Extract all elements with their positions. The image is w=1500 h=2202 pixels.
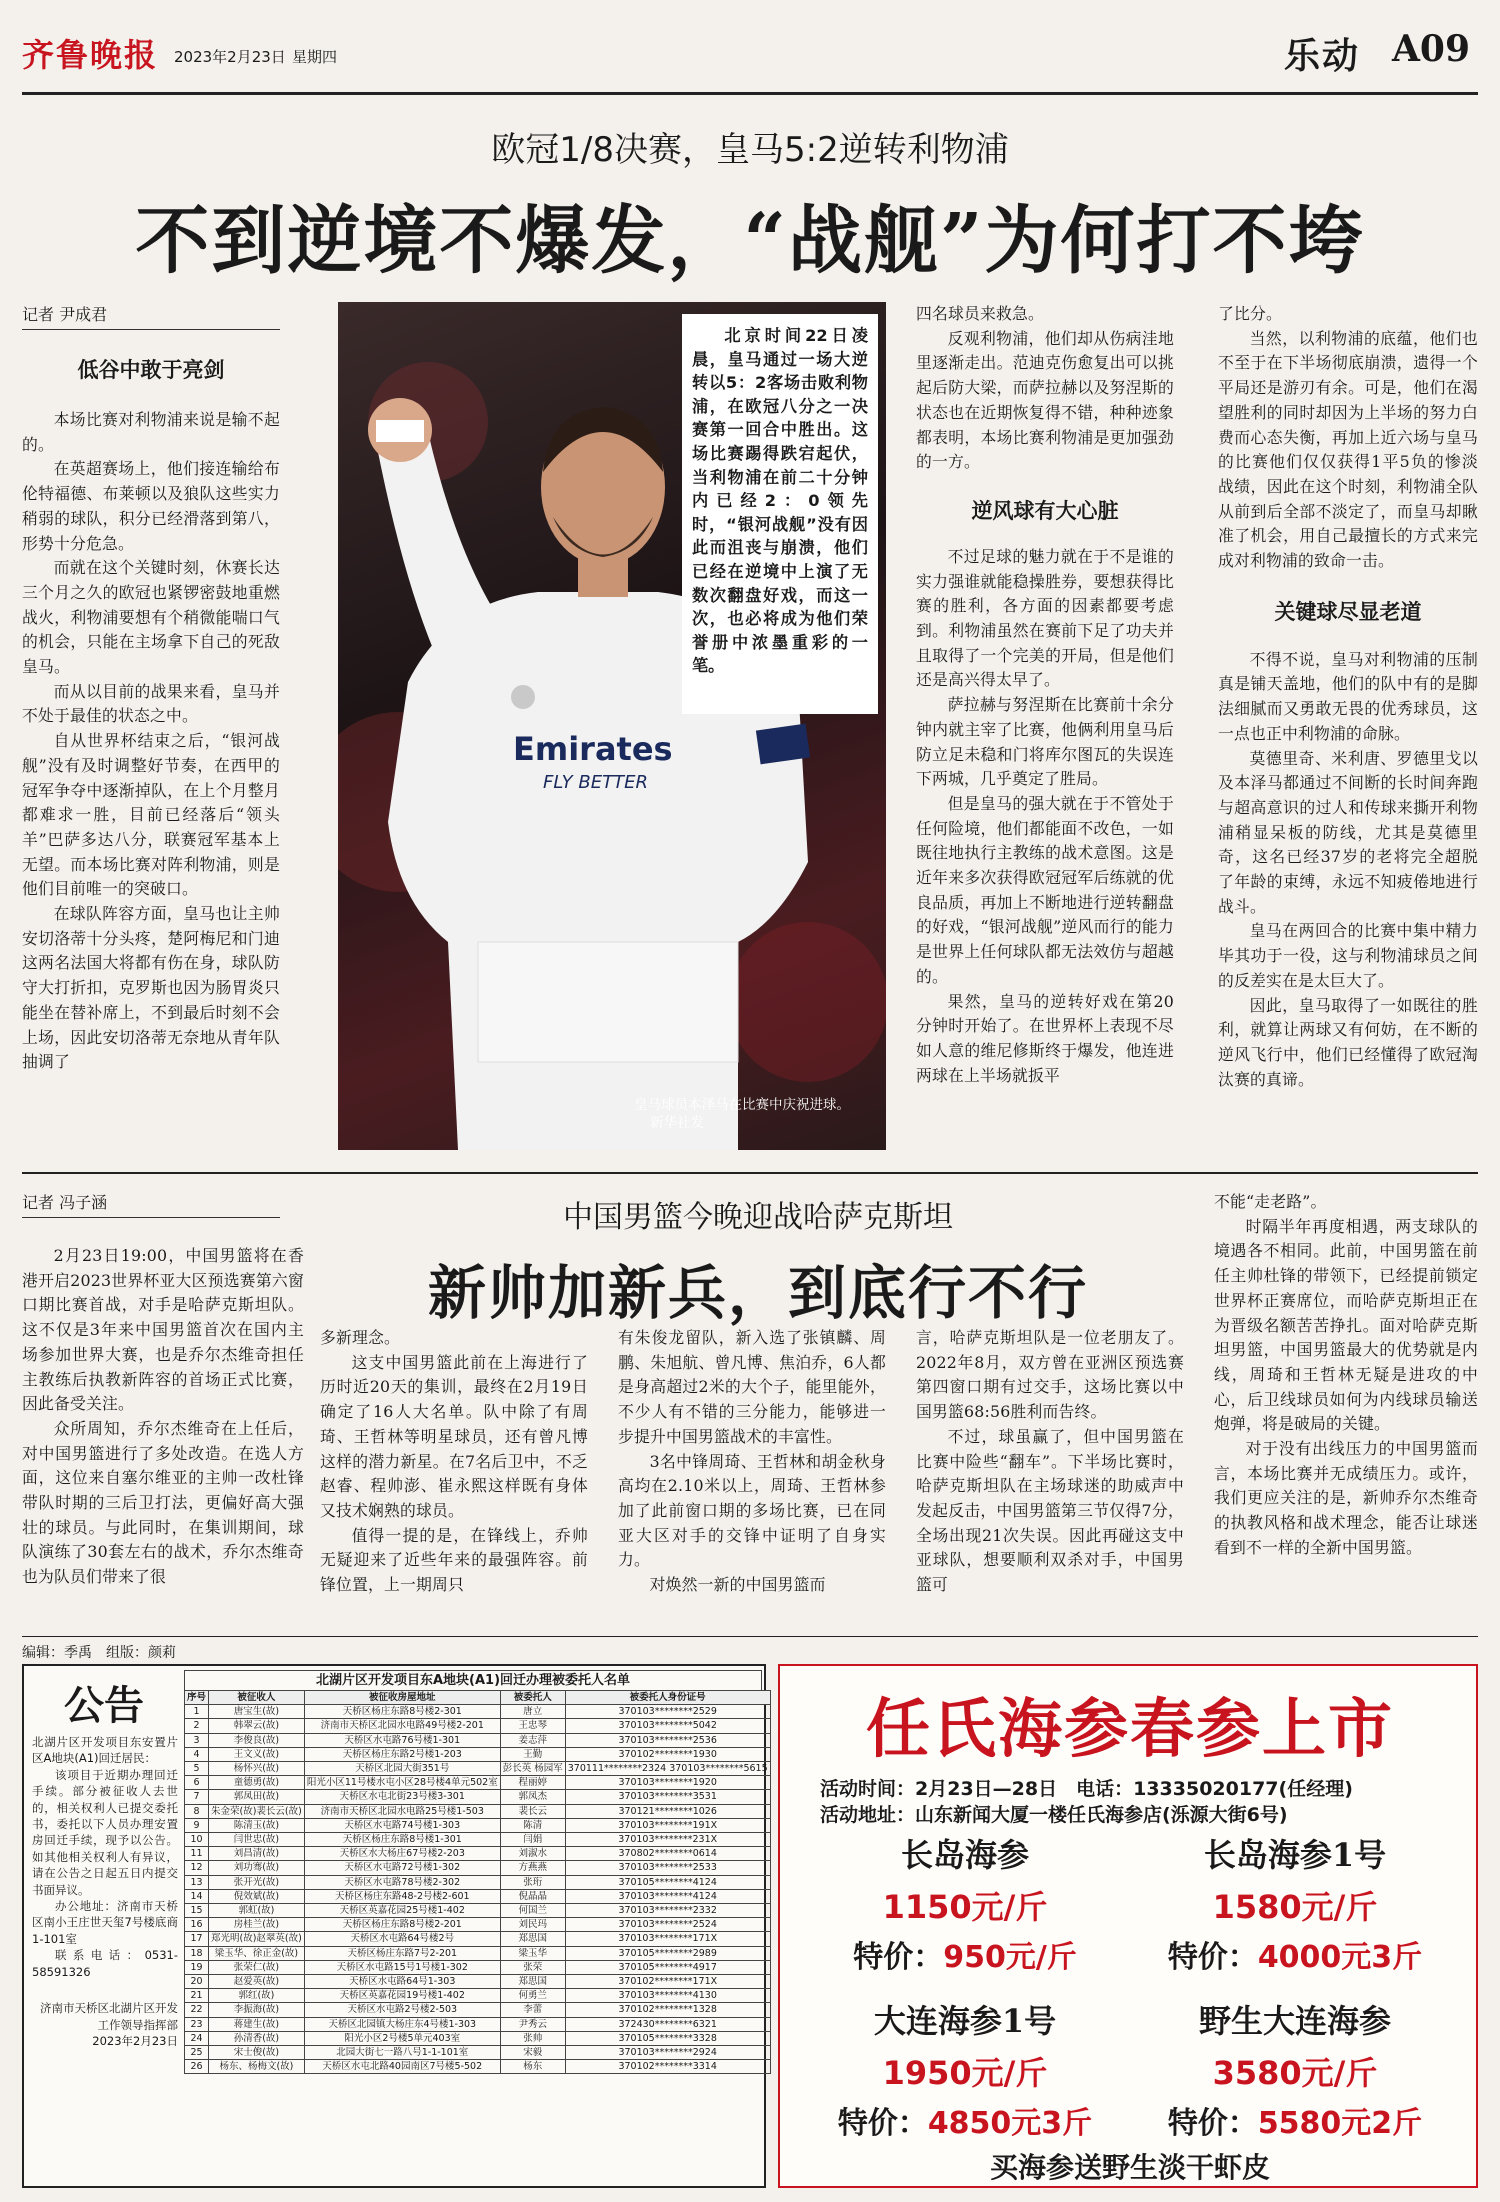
table-cell: 370103********2529 (565, 1705, 770, 1719)
paper-name: 齐鲁晚报 (22, 36, 159, 74)
table-cell: 济南市天桥区北园水电路25号楼1-503 (304, 1804, 500, 1818)
table-row (185, 1747, 771, 1761)
paragraph: 因此，皇马取得了一如既往的胜利，就算让两球又有何妨，在不断的逆风飞行中，他们已经懂得了欧冠淘汰赛的真谛。 (1218, 995, 1478, 1089)
issue-date: 2023年2月23日 (174, 48, 286, 66)
table-cell: 天桥区水屯路64号楼2号 (304, 1932, 500, 1946)
ad-place-line: 活动地址：山东新闻大厦一楼任氏海参店(泺源大街6号) (820, 1804, 1288, 1826)
table-cell: 刘民玛 (500, 1918, 565, 1932)
story2-column-4 (916, 1326, 1184, 1598)
product-price: 1150元/斤 (882, 1888, 1048, 1926)
table-cell: 19 (185, 1960, 209, 1974)
table-row (185, 1932, 771, 1946)
table-cell: 宋毅 (500, 2046, 565, 2060)
table-cell: 天桥区北园镇大杨庄东4号楼1-303 (304, 2017, 500, 2031)
table-cell: 370103********171X (565, 1932, 770, 1946)
story2-column-1 (22, 1190, 304, 1590)
story1-column-3 (916, 302, 1174, 1088)
table-cell: 天桥区水屯路78号楼2-302 (304, 1875, 500, 1889)
jersey-sponsor: Emirates (513, 730, 673, 768)
table-cell: 370102********171X (565, 1975, 770, 1989)
table-cell: 370102********3314 (565, 2060, 770, 2074)
table-cell: 孙清香(故) (209, 2031, 305, 2045)
table-cell: 郭凤田(故) (209, 1790, 305, 1804)
table-cell: 方燕燕 (500, 1861, 565, 1875)
editor-rule (22, 1636, 1478, 1637)
product-price: 1580元/斤 (1212, 1888, 1378, 1926)
column-header: 被征收房屋地址 (304, 1691, 500, 1705)
table-cell: 郑光明(故)赵翠英(故) (209, 1932, 305, 1946)
table-cell: 8 (185, 1804, 209, 1818)
table-cell: 天桥区杨庄东路8号楼2-301 (304, 1705, 500, 1719)
paragraph: 这支中国男篮此前在上海进行了历时近20天的集训，最终在2月19日确定了16人大名单。队中除了有周琦、王哲林等明星球员，还有曾凡博这样的潜力新星。在7名后卫中，不乏赵睿、程帅澎、崔永熙这样既有身体又技术娴熟的球员。 (320, 1352, 588, 1520)
table-row (185, 1904, 771, 1918)
table-cell: 天桥区水屯路2号楼2-503 (304, 2003, 500, 2017)
story2-byline: 记者 冯子涵 (22, 1190, 280, 1218)
table-cell: 张开光(故) (209, 1875, 305, 1889)
notice-title: 公告 (64, 1682, 144, 1729)
table-cell: 刘淑水 (500, 1847, 565, 1861)
table-cell: 李蕾 (500, 2003, 565, 2017)
masthead-rule (22, 92, 1478, 95)
table-cell: 16 (185, 1918, 209, 1932)
section-name: 乐动 (1284, 35, 1361, 77)
story1-column-1 (22, 302, 280, 1075)
special-label: 特价： (853, 1940, 944, 1975)
paragraph: 2月23日19:00，中国男篮将在香港开启2023世界杯亚大区预选赛第六窗口期比赛首战，对手是哈萨克斯坦队。这不仅是3年来中国男篮首次在国内主场参加世界大赛，也是乔尔杰维奇担任主教练后执教新阵容的首场正式比赛，因此备受关注。 (22, 1246, 304, 1414)
table-cell: 11 (185, 1847, 209, 1861)
table-cell: 25 (185, 2046, 209, 2060)
table-cell: 天桥区英嘉花园19号楼1-402 (304, 1989, 500, 2003)
ad-title: 任氏海参春参上市 (866, 1692, 1394, 1767)
table-cell: 杨东、杨梅文(故) (209, 2060, 305, 2074)
table-cell: 程丽婷 (500, 1776, 565, 1790)
paragraph: 不得不说，皇马对利物浦的压制真是铺天盖地，他们的队中有的是脚法细腻而又勇敢无畏的优秀球员，这一点也正中利物浦的命脉。 (1218, 649, 1478, 743)
table-cell: 郭虹(故) (209, 1904, 305, 1918)
table-cell: 郭凤杰 (500, 1790, 565, 1804)
paragraph: 对于没有出线压力的中国男篮而言，本场比赛并无成绩压力。或许，我们更应关注的是，新帅乔尔杰维奇的执教风格和战术理念，能否让球迷看到不一样的全新中国男篮。 (1214, 1439, 1478, 1557)
table-row (185, 1833, 771, 1847)
story1-byline: 记者 尹成君 (22, 302, 280, 330)
table-row (185, 1733, 771, 1747)
table-cell: 天桥区杨庄东路48-2号楼2-601 (304, 1889, 500, 1903)
ad-product-4 (1130, 1996, 1460, 2146)
table-cell: 370103********2536 (565, 1733, 770, 1747)
table-cell: 370121********1026 (565, 1804, 770, 1818)
table-cell: 21 (185, 1989, 209, 2003)
paragraph: 3名中锋周琦、王哲林和胡金秋身高均在2.10米以上，周琦、王哲林参加了此前窗口期的多场比赛，已在同亚大区对手的交锋中证明了自身实力。 (618, 1451, 886, 1570)
table-cell: 何勇兰 (500, 1989, 565, 2003)
table-cell: 王忠琴 (500, 1719, 565, 1733)
table-cell: 370103********4130 (565, 1989, 770, 2003)
table-cell: 张珩 (500, 1875, 565, 1889)
table-cell: 370111********2324 370103********5615 (565, 1762, 770, 1776)
table-cell: 赵爱英(故) (209, 1975, 305, 1989)
paragraph: 在英超赛场上，他们接连输给布伦特福德、布莱顿以及狼队这些实力稍弱的球队，积分已经滑落到第八，形势十分危急。 (22, 459, 280, 553)
special-price: 4000元3斤 (1257, 1940, 1423, 1975)
table-cell: 韩翠云(故) (209, 1719, 305, 1733)
paragraph: 了比分。 (1218, 304, 1282, 323)
product-special-row (1130, 2098, 1460, 2142)
notice-date: 2023年2月23日 (92, 2033, 178, 2048)
table-cell: 梁玉华、徐正金(故) (209, 1946, 305, 1960)
table-cell: 唐立 (500, 1705, 565, 1719)
paragraph: 皇马在两回合的比赛中集中精力毕其功于一役，这与利物浦球员之间的反差实在是太巨大了。 (1218, 921, 1478, 990)
table-cell: 尹秀云 (500, 2017, 565, 2031)
special-label: 特价： (837, 2106, 928, 2141)
table-cell: 郑思国 (500, 1932, 565, 1946)
ad-product-2 (1130, 1830, 1460, 1980)
notice-table-wrap (184, 1670, 768, 2074)
table-cell: 天桥区水屯路64号1-303 (304, 1975, 500, 1989)
masthead (22, 24, 1478, 84)
table-cell: 1 (185, 1705, 209, 1719)
table-cell: 370103********2332 (565, 1904, 770, 1918)
table-cell: 天桥区水大杨庄67号楼2-203 (304, 1847, 500, 1861)
product-name: 长岛海参 (900, 1836, 1029, 1874)
table-cell: 北园大街七一路八号1-1-101室 (304, 2046, 500, 2060)
table-cell: 闫娟 (500, 1833, 565, 1847)
table-cell: 李振海(故) (209, 2003, 305, 2017)
table-row (185, 1790, 771, 1804)
table-cell: 15 (185, 1904, 209, 1918)
ad-footer: 买海参送野生淡干虾皮 (989, 2151, 1270, 2184)
ad-product-1 (800, 1830, 1130, 1980)
paragraph: 四名球员来救急。 (916, 304, 1044, 323)
table-cell: 天桥区水屯路72号楼1-302 (304, 1861, 500, 1875)
table-cell: 370103********2924 (565, 2046, 770, 2060)
table-cell: 370102********1930 (565, 1747, 770, 1761)
table-row (185, 2031, 771, 2045)
story1-column-4 (1218, 302, 1478, 1092)
notice-signer: 济南市天桥区北湖片区开发工作领导指挥部 (40, 2001, 178, 2032)
paragraph: 而从以目前的战果来看，皇马并不处于最佳的状态之中。 (22, 681, 280, 726)
table-cell: 何国兰 (500, 1904, 565, 1918)
table-cell: 6 (185, 1776, 209, 1790)
story2-column-5 (1214, 1190, 1478, 1561)
table-cell: 杨东 (500, 2060, 565, 2074)
product-special-row (800, 1932, 1130, 1976)
table-cell: 天桥区杨庄东路8号楼2-201 (304, 1918, 500, 1932)
paragraph: 果然，皇马的逆转好戏在第20分钟时开始了。在世界杯上表现不尽如人意的维尼修斯终于爆发，他连进两球在上半场就扳平 (916, 991, 1174, 1085)
ad-time-line: 活动时间：2月23日—28日 电话：13335020177(任经理) (820, 1778, 1353, 1800)
table-cell: 李俊良(故) (209, 1733, 305, 1747)
table-row (185, 1705, 771, 1719)
story2-kicker: 中国男篮今晚迎战哈萨克斯坦 (563, 1200, 953, 1235)
paragraph: 但是皇马的强大就在于不管处于任何险境，他们都能面不改色，一如既往地执行主教练的战术意图。这是近年来多次获得欧冠冠军后练就的优良品质，再加上不断地进行逆转翻盘的好戏，“银河战舰”逆风而行的能力是世界上任何球队都无法效仿与超越的。 (916, 793, 1174, 986)
table-row (185, 1918, 771, 1932)
table-cell: 370102********1328 (565, 2003, 770, 2017)
story1-kicker: 欧冠1/8决赛，皇马5:2逆转利物浦 (491, 130, 1009, 170)
notice-paragraph: 办公地址：济南市天桥区南小王庄世天玺7号楼底商1-101室 (32, 1899, 178, 1946)
paragraph: 反观利物浦，他们却从伤病洼地里逐渐走出。范迪克伤愈复出可以挑起后防大梁，而萨拉赫以及努涅斯的状态也在近期恢复得不错，种种迹象都表明，本场比赛利物浦是更加强劲的一方。 (916, 328, 1174, 472)
table-cell: 370105********4124 (565, 1875, 770, 1889)
paragraph: 时隔半年再度相遇，两支球队的境遇各不相同。此前，中国男篮在前任主帅杜锋的带领下，已经提前锁定世界杯正赛席位，而哈萨克斯坦正在为晋级名额苦苦挣扎。面对哈萨克斯坦男篮，中国男篮最大的优势就是内线，周琦和王哲林无疑是进攻的中心，后卫线球员如何为内线球员输送炮弹，将是破局的关键。 (1214, 1216, 1478, 1434)
table-cell: 天桥区水屯路76号楼1-301 (304, 1733, 500, 1747)
paragraph: 不能“走老路”。 (1214, 1192, 1327, 1211)
notice-paragraph: 北湖片区开发项目东安置片区A地块(A1)回迁居民： (32, 1735, 178, 1766)
table-cell: 370103********231X (565, 1833, 770, 1847)
notice-paragraph: 联系电话：0531-58591326 (32, 1948, 178, 1979)
table-cell: 王文义(故) (209, 1747, 305, 1761)
product-special-row (800, 2098, 1130, 2142)
table-cell: 天桥区水屯北街23号楼3-301 (304, 1790, 500, 1804)
table-cell: 郭红(故) (209, 1989, 305, 2003)
table-cell: 14 (185, 1889, 209, 1903)
table-cell: 朱金荣(故)裴长云(故) (209, 1804, 305, 1818)
table-cell: 5 (185, 1762, 209, 1776)
table-cell: 24 (185, 2031, 209, 2045)
table-cell: 12 (185, 1861, 209, 1875)
table-cell: 倪效斌(故) (209, 1889, 305, 1903)
photo-caption (634, 1096, 880, 1132)
table-cell: 天桥区水屯路74号楼1-303 (304, 1818, 500, 1832)
table-cell: 裴长云 (500, 1804, 565, 1818)
table-row (185, 2017, 771, 2031)
photo-credit: 新华社发 (650, 1115, 704, 1131)
story1-headline: 不到逆境不爆发，“战舰”为何打不垮 (135, 198, 1365, 284)
paragraph: 不过足球的魅力就在于不是谁的实力强谁就能稳操胜券，要想获得比赛的胜利，各方面的因素都要考虑到。利物浦虽然在赛前下足了功夫并且取得了一个完美的开局，但是他们还是高兴得太早了。 (916, 546, 1174, 690)
notice-body (32, 1734, 178, 2049)
table-cell: 陈清玉(故) (209, 1818, 305, 1832)
table-row (185, 2060, 771, 2074)
story1-subhead-3: 关键球尽显老道 (1274, 599, 1422, 624)
table-row (185, 1818, 771, 1832)
paragraph: 而就在这个关键时刻，休赛长达三个月之久的欧冠也紧锣密鼓地重燃战火，利物浦要想有个稍微能喘口气的机会，只能在主场拿下自己的死敌皇马。 (22, 558, 280, 677)
column-header: 被委托人身份证号 (565, 1691, 770, 1705)
product-special-row (1130, 1932, 1460, 1976)
story-divider (22, 1172, 1478, 1174)
table-row (185, 1804, 771, 1818)
notice-table-header-row (185, 1691, 771, 1705)
notice-table (184, 1690, 771, 2074)
table-cell: 18 (185, 1946, 209, 1960)
jersey-sponsor-sub: FLY BETTER (543, 772, 648, 793)
table-cell: 26 (185, 2060, 209, 2074)
paragraph: 多新理念。 (320, 1328, 400, 1347)
table-cell: 王勤 (500, 1747, 565, 1761)
product-price: 3580元/斤 (1212, 2054, 1378, 2092)
table-row (185, 1847, 771, 1861)
table-row (185, 1861, 771, 1875)
table-cell: 370103********3531 (565, 1790, 770, 1804)
notice-table-body (185, 1705, 771, 2074)
table-cell: 姜志萍 (500, 1733, 565, 1747)
notice-paragraph: 该项目于近期办理回迁手续。部分被征收人去世的，相关权利人已提交委托书，委托以下人员办理安置房回迁手续，现予以公告。如其他相关权利人有异议，请在公告之日起五日内提交书面异议。 (32, 1767, 178, 1897)
story1-subhead-2: 逆风球有大心脏 (971, 498, 1119, 523)
table-cell: 370103********4124 (565, 1889, 770, 1903)
table-row (185, 1960, 771, 1974)
table-cell: 23 (185, 2017, 209, 2031)
table-cell: 天桥区英嘉花园25号楼1-402 (304, 1904, 500, 1918)
product-name: 大连海参1号 (873, 2002, 1057, 2040)
editor-credits: 编辑：季禹 组版：颜莉 (22, 1645, 176, 1661)
table-cell: 370105********4917 (565, 1960, 770, 1974)
product-name: 野生大连海参 (1198, 2002, 1391, 2040)
story1-photo (338, 302, 886, 1150)
paragraph: 不过，球虽赢了，但中国男篮在比赛中险些“翻车”。下半场比赛时，哈萨克斯坦队在主场球迷的助威声中发起反击，中国男篮第三节仅得7分，全场出现21次失误。因此再碰这支中亚球队，想要顺利双杀对手，中国男篮可 (916, 1426, 1184, 1595)
paragraph: 自从世界杯结束之后，“银河战舰”没有及时调整好节奏，在西甲的冠军争夺中逐渐掉队，在上个月整月都难求一胜，目前已经落后“领头羊”巴萨多达八分，联赛冠军基本上无望。而本场比赛对阵利物浦，则是他们目前唯一的突破口。 (22, 731, 280, 899)
table-cell: 蒋建生(故) (209, 2017, 305, 2031)
story2-column-2 (320, 1326, 588, 1598)
notice-box (22, 1664, 766, 2188)
special-price: 5580元2斤 (1257, 2106, 1423, 2141)
advertisement (778, 1664, 1478, 2188)
table-cell: 3 (185, 1733, 209, 1747)
table-cell: 370103********2533 (565, 1861, 770, 1875)
story1-lede-box (682, 314, 878, 714)
table-row (185, 1975, 771, 1989)
table-cell: 房桂兰(故) (209, 1918, 305, 1932)
issue-weekday: 星期四 (292, 48, 338, 66)
table-cell: 闫世忠(故) (209, 1833, 305, 1847)
table-cell: 刘昌清(故) (209, 1847, 305, 1861)
special-label: 特价： (1167, 1940, 1258, 1975)
paragraph: 莫德里奇、米利唐、罗德里戈以及本泽马都通过不间断的长时间奔跑与超高意识的过人和传球来撕开利物浦稍显呆板的防线，尤其是莫德里奇，这名已经37岁的老将完全超脱了年龄的束缚，永远不知疲倦地进行战斗。 (1218, 748, 1478, 916)
table-row (185, 2003, 771, 2017)
table-cell: 13 (185, 1875, 209, 1889)
notice-table-title: 北湖片区开发项目东A地块(A1)回迁办理被委托人名单 (184, 1670, 762, 1690)
table-cell: 370103********1920 (565, 1776, 770, 1790)
table-cell: 阳光小区11号楼水屯小区28号楼4单元502室 (304, 1776, 500, 1790)
table-cell: 370103********5042 (565, 1719, 770, 1733)
table-row (185, 1875, 771, 1889)
paragraph: 有朱俊龙留队，新入选了张镇麟、周鹏、朱旭航、曾凡博、焦泊乔，6人都是身高超过2米的大个子，能里能外，不少人有不错的三分能力，能够进一步提升中国男篮战术的丰富性。 (618, 1328, 886, 1446)
table-cell: 倪晶晶 (500, 1889, 565, 1903)
table-cell: 张帅 (500, 2031, 565, 2045)
table-cell: 天桥区北园大街351号 (304, 1762, 500, 1776)
table-row (185, 1989, 771, 2003)
table-cell: 2 (185, 1719, 209, 1733)
table-row (185, 1946, 771, 1960)
table-row (185, 1762, 771, 1776)
photo-caption-text: 皇马球员本泽马在比赛中庆祝进球。 (634, 1097, 850, 1113)
page-number: A09 (1392, 28, 1471, 70)
table-cell: 22 (185, 2003, 209, 2017)
paragraph: 当然，以利物浦的底蕴，他们也不至于在下半场彻底崩溃，遗得一个平局还是游刃有余。可是，他们在渴望胜利的同时却因为上半场的努力白费而心态失衡，再加上近六场与皇马的比赛他们仅仅获得1平5负的惨淡战绩，因此在这个时刻，利物浦全队从前到后全部不淡定了，而皇马却瞅准了机会，用自己最擅长的方式来完成对利物浦的致命一击。 (1218, 328, 1478, 571)
table-row (185, 2046, 771, 2060)
special-price: 4850元3斤 (927, 2106, 1093, 2141)
table-cell: 370105********3328 (565, 2031, 770, 2045)
table-cell: 天桥区水屯北路40园南区7号楼5-502 (304, 2060, 500, 2074)
table-cell: 天桥区杨庄东路7号2-201 (304, 1946, 500, 1960)
special-label: 特价： (1167, 2106, 1258, 2141)
table-cell: 20 (185, 1975, 209, 1989)
table-row (185, 1776, 771, 1790)
paragraph: 萨拉赫与努涅斯在比赛前十余分钟内就主宰了比赛，他俩利用皇马后防立足未稳和门将库尔图瓦的失误连下两城，几乎奠定了胜局。 (916, 695, 1174, 789)
table-cell: 梁玉华 (500, 1946, 565, 1960)
column-header: 被征收人 (209, 1691, 305, 1705)
ad-product-3 (800, 1996, 1130, 2146)
table-cell: 370103********191X (565, 1818, 770, 1832)
table-cell: 陈清 (500, 1818, 565, 1832)
column-header: 序号 (185, 1691, 209, 1705)
table-row (185, 1719, 771, 1733)
table-cell: 7 (185, 1790, 209, 1804)
product-name: 长岛海参1号 (1203, 1836, 1387, 1874)
table-cell: 370802********0614 (565, 1847, 770, 1861)
story2-column-3 (618, 1326, 886, 1598)
table-cell: 372430********6321 (565, 2017, 770, 2031)
table-cell: 济南市天桥区北园水电路49号楼2-201 (304, 1719, 500, 1733)
table-cell: 宋士俊(故) (209, 2046, 305, 2060)
paragraph: 对焕然一新的中国男篮而 (649, 1575, 826, 1595)
table-cell: 刘功骞(故) (209, 1861, 305, 1875)
table-cell: 370103********2524 (565, 1918, 770, 1932)
paragraph: 言，哈萨克斯坦队是一位老朋友了。2022年8月，双方曾在亚洲区预选赛第四窗口期有过交手，这场比赛以中国男篮68:56胜利而告终。 (916, 1328, 1184, 1422)
table-cell: 张荣仁(故) (209, 1960, 305, 1974)
story1-subhead-1: 低谷中敢于亮剑 (77, 358, 225, 382)
product-price: 1950元/斤 (882, 2054, 1048, 2092)
table-cell: 4 (185, 1747, 209, 1761)
table-cell: 370105********2989 (565, 1946, 770, 1960)
table-cell: 杨怀兴(故) (209, 1762, 305, 1776)
table-row (185, 1889, 771, 1903)
special-price: 950元/斤 (943, 1940, 1077, 1975)
table-cell: 天桥区水屯路15号1号楼1-302 (304, 1960, 500, 1974)
table-cell: 9 (185, 1818, 209, 1832)
table-cell: 天桥区杨庄东路2号楼1-203 (304, 1747, 500, 1761)
table-cell: 阳光小区2号楼5单元403室 (304, 2031, 500, 2045)
story1-lede: 北京时间22日凌晨，皇马通过一场大逆转以5：2客场击败利物浦，在欧冠八分之一决赛第一回合中胜出。这场比赛踢得跌宕起伏，当利物浦在前二十分钟内已经2：0领先时，“银河战舰”没有因此而沮丧与崩溃，他们已经在逆境中上演了无数次翻盘好戏，而这一次，也必将成为他们荣誉册中浓墨重彩的一笔。 (692, 326, 868, 676)
story2-headline: 新帅加新兵，到底行不行 (427, 1259, 1088, 1327)
paragraph: 本场比赛对利物浦来说是输不起的。 (22, 410, 280, 454)
table-cell: 彭长英 杨园军 (500, 1762, 565, 1776)
column-header: 被委托人 (500, 1691, 565, 1705)
table-cell: 10 (185, 1833, 209, 1847)
table-cell: 唐宝生(故) (209, 1705, 305, 1719)
paragraph: 值得一提的是，在锋线上，乔帅无疑迎来了近些年来的最强阵容。前锋位置，上一期周只 (320, 1525, 588, 1595)
paragraph: 众所周知，乔尔杰维奇在上任后，对中国男篮进行了多处改造。在选人方面，这位来自塞尔维亚的主帅一改杜锋带队时期的三后卫打法，更偏好高大强壮的球员。与此同时，在集训期间，球队演练了30套左右的战术，乔尔杰维奇也为队员们带来了很 (22, 1418, 304, 1587)
table-cell: 童德勇(故) (209, 1776, 305, 1790)
table-cell: 17 (185, 1932, 209, 1946)
table-cell: 郑思国 (500, 1975, 565, 1989)
table-cell: 张荣 (500, 1960, 565, 1974)
table-cell: 天桥区杨庄东路8号楼1-301 (304, 1833, 500, 1847)
paragraph: 在球队阵容方面，皇马也让主帅安切洛蒂十分头疼，楚阿梅尼和门迪这两名法国大将都有伤在身，球队防守大打折扣，克罗斯也因为肠胃炎只能坐在替补席上，不到最后时刻不会上场，因此安切洛蒂无奈地从青年队抽调了 (22, 904, 280, 1072)
